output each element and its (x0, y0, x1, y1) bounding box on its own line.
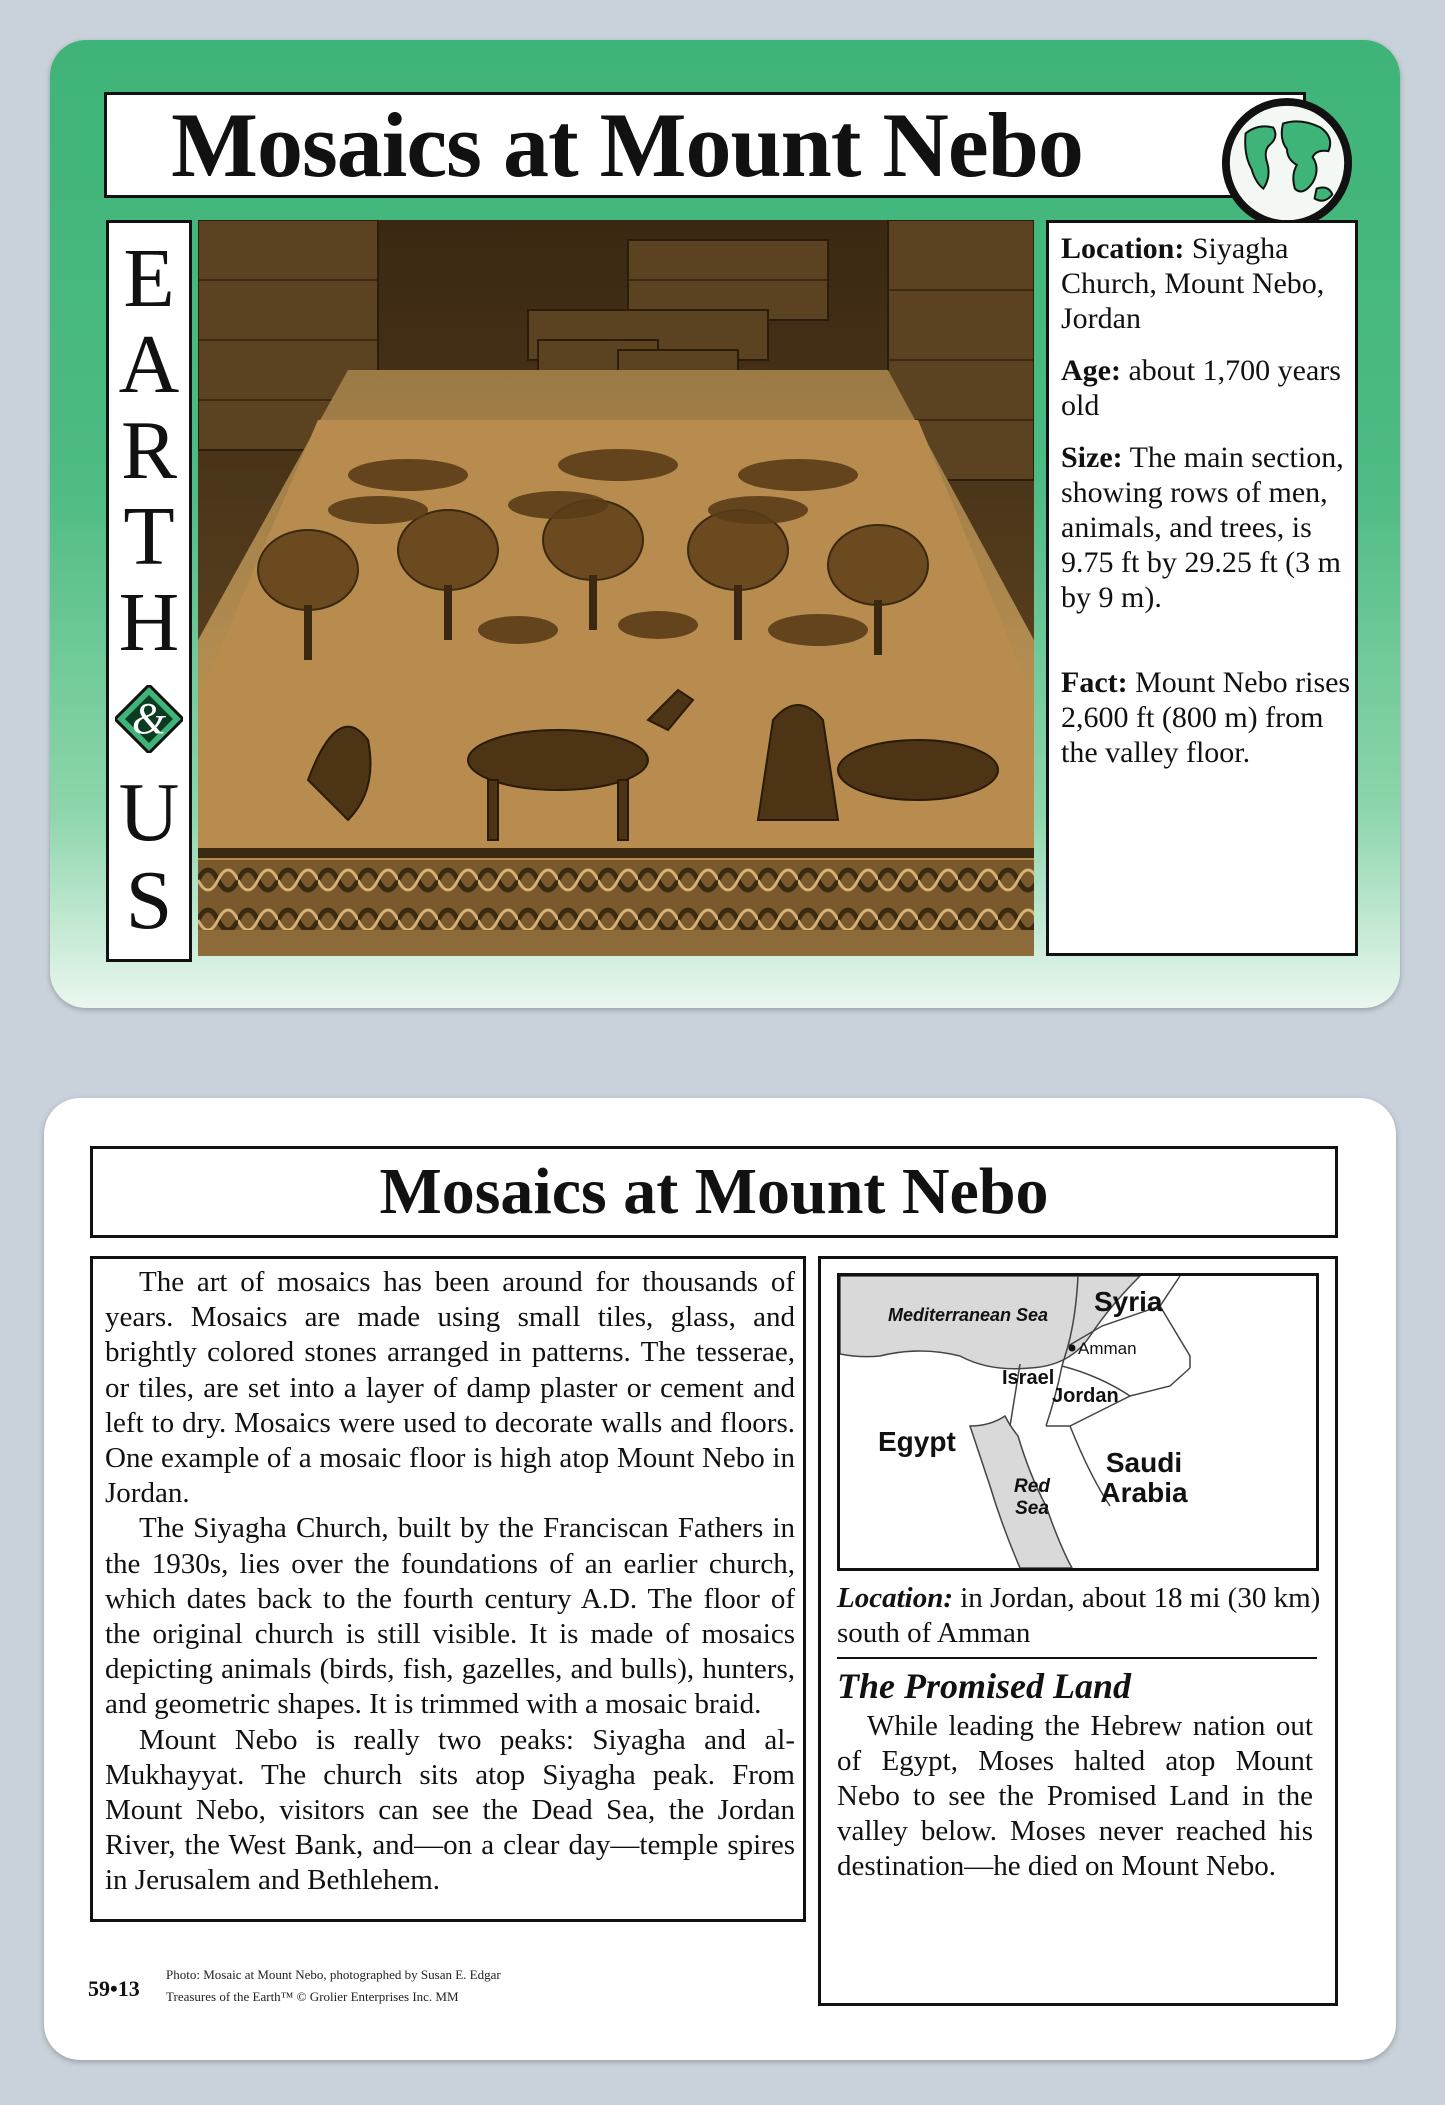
footer-credits (166, 1964, 501, 2008)
earth-and-us-strip (106, 220, 192, 962)
back-title: Mosaics at Mount Nebo (379, 1155, 1049, 1228)
promised-land-heading: The Promised Land (837, 1666, 1131, 1706)
strip-letter: A (118, 318, 180, 411)
fact-fact (1061, 665, 1351, 770)
card-back (44, 1098, 1396, 2060)
sidebar-box (818, 1256, 1338, 2006)
map-label-syria: Syria (1094, 1286, 1163, 1317)
strip-letter: S (125, 854, 173, 947)
card-number: 59•13 (88, 1976, 140, 2001)
fact-text: Mount Nebo rises 2,600 ft (800 m) from the valley floor. (1061, 666, 1351, 769)
front-title: Mosaics at Mount Nebo (171, 94, 1083, 196)
strip-letter: E (123, 232, 175, 325)
map-label-egypt: Egypt (878, 1426, 956, 1457)
ampersand: & (131, 694, 167, 743)
photo-credit: Photo: Mosaic at Mount Nebo, photographed by Susan E. Edgar (166, 1967, 501, 1982)
mosaic-photo (198, 220, 1034, 956)
globe-icon (1218, 94, 1356, 232)
map-label-jordan: Jordan (1052, 1385, 1119, 1407)
map-label-israel: Israel (1002, 1367, 1055, 1389)
card-front (50, 40, 1400, 1008)
copyright: Treasures of the Earth™ © Grolier Enterprises Inc. MM (166, 1989, 459, 2004)
fact-size (1061, 440, 1351, 615)
strip-letter: R (120, 404, 178, 497)
body-paragraph: The art of mosaics has been around for thousands of years. Mosaics are made using small tiles, glass, and brightly colored stones arranged in patterns. The tesserae, or tiles, are set into a layer of damp plaster or cement and left to dry. Mosaics were used to decorate walls and floors. One example of a mosaic floor is high atop Mount Nebo in Jordan. (105, 1266, 795, 1510)
fact-text: about 1,700 years old (1061, 354, 1341, 422)
map-label-saudi-arabia: Saudi Arabia (1100, 1447, 1188, 1508)
region-map (837, 1273, 1319, 1571)
fact-text: The main section, showing rows of men, animals, and trees, is 9.75 ft by 29.25 ft (3 m by 9 m). (1061, 441, 1344, 614)
location-line (837, 1581, 1321, 1651)
strip-letter: T (123, 490, 175, 583)
map-label-mediterranean: Mediterranean Sea (888, 1305, 1049, 1325)
strip-letter: H (118, 576, 180, 669)
fact-location (1061, 231, 1351, 336)
body-paragraph: The Siyagha Church, built by the Franciscan Fathers in the 1930s, lies over the foundations of an earlier church, which dates back to the fourth century A.D. The floor of the original church is still visible. It is made of mosaics depicting animals (birds, fish, gazelles, and bulls), hunters, and geometric shapes. It is trimmed with a mosaic braid. (105, 1512, 795, 1721)
fact-label: Size: (1061, 441, 1123, 474)
fact-label: Age: (1061, 354, 1121, 387)
promised-land-text: While leading the Hebrew nation out of Egypt, Moses halted atop Mount Nebo to see the Promised Land in the valley below. Moses never reached his destination—he died on Mount Nebo. (837, 1710, 1313, 1882)
location-text: in Jordan, about 18 mi (30 km) south of Amman (837, 1582, 1321, 1649)
fact-label: Fact: (1061, 666, 1128, 699)
map-label-amman: Amman (1078, 1339, 1137, 1358)
body-text (105, 1265, 795, 1899)
divider (837, 1657, 1317, 1659)
map-label-red-sea: Red Sea (1014, 1476, 1050, 1519)
fact-age (1061, 353, 1351, 423)
body-text-box (90, 1256, 806, 1922)
front-title-box (104, 92, 1306, 198)
location-label: Location: (837, 1582, 953, 1614)
strip-letter: U (118, 766, 180, 859)
fact-text: Siyagha Church, Mount Nebo, Jordan (1061, 232, 1325, 335)
fact-label: Location: (1061, 232, 1185, 265)
facts-box (1046, 220, 1358, 956)
back-title-box (90, 1146, 1338, 1238)
body-paragraph: Mount Nebo is really two peaks: Siyagha and al-Mukhayyat. The church sits atop Siyagha peak. From Mount Nebo, visitors can see the Dead Sea, the Jordan River, the West Bank, and—on a clear day—temple spires in Jerusalem and Bethlehem. (105, 1723, 795, 1897)
